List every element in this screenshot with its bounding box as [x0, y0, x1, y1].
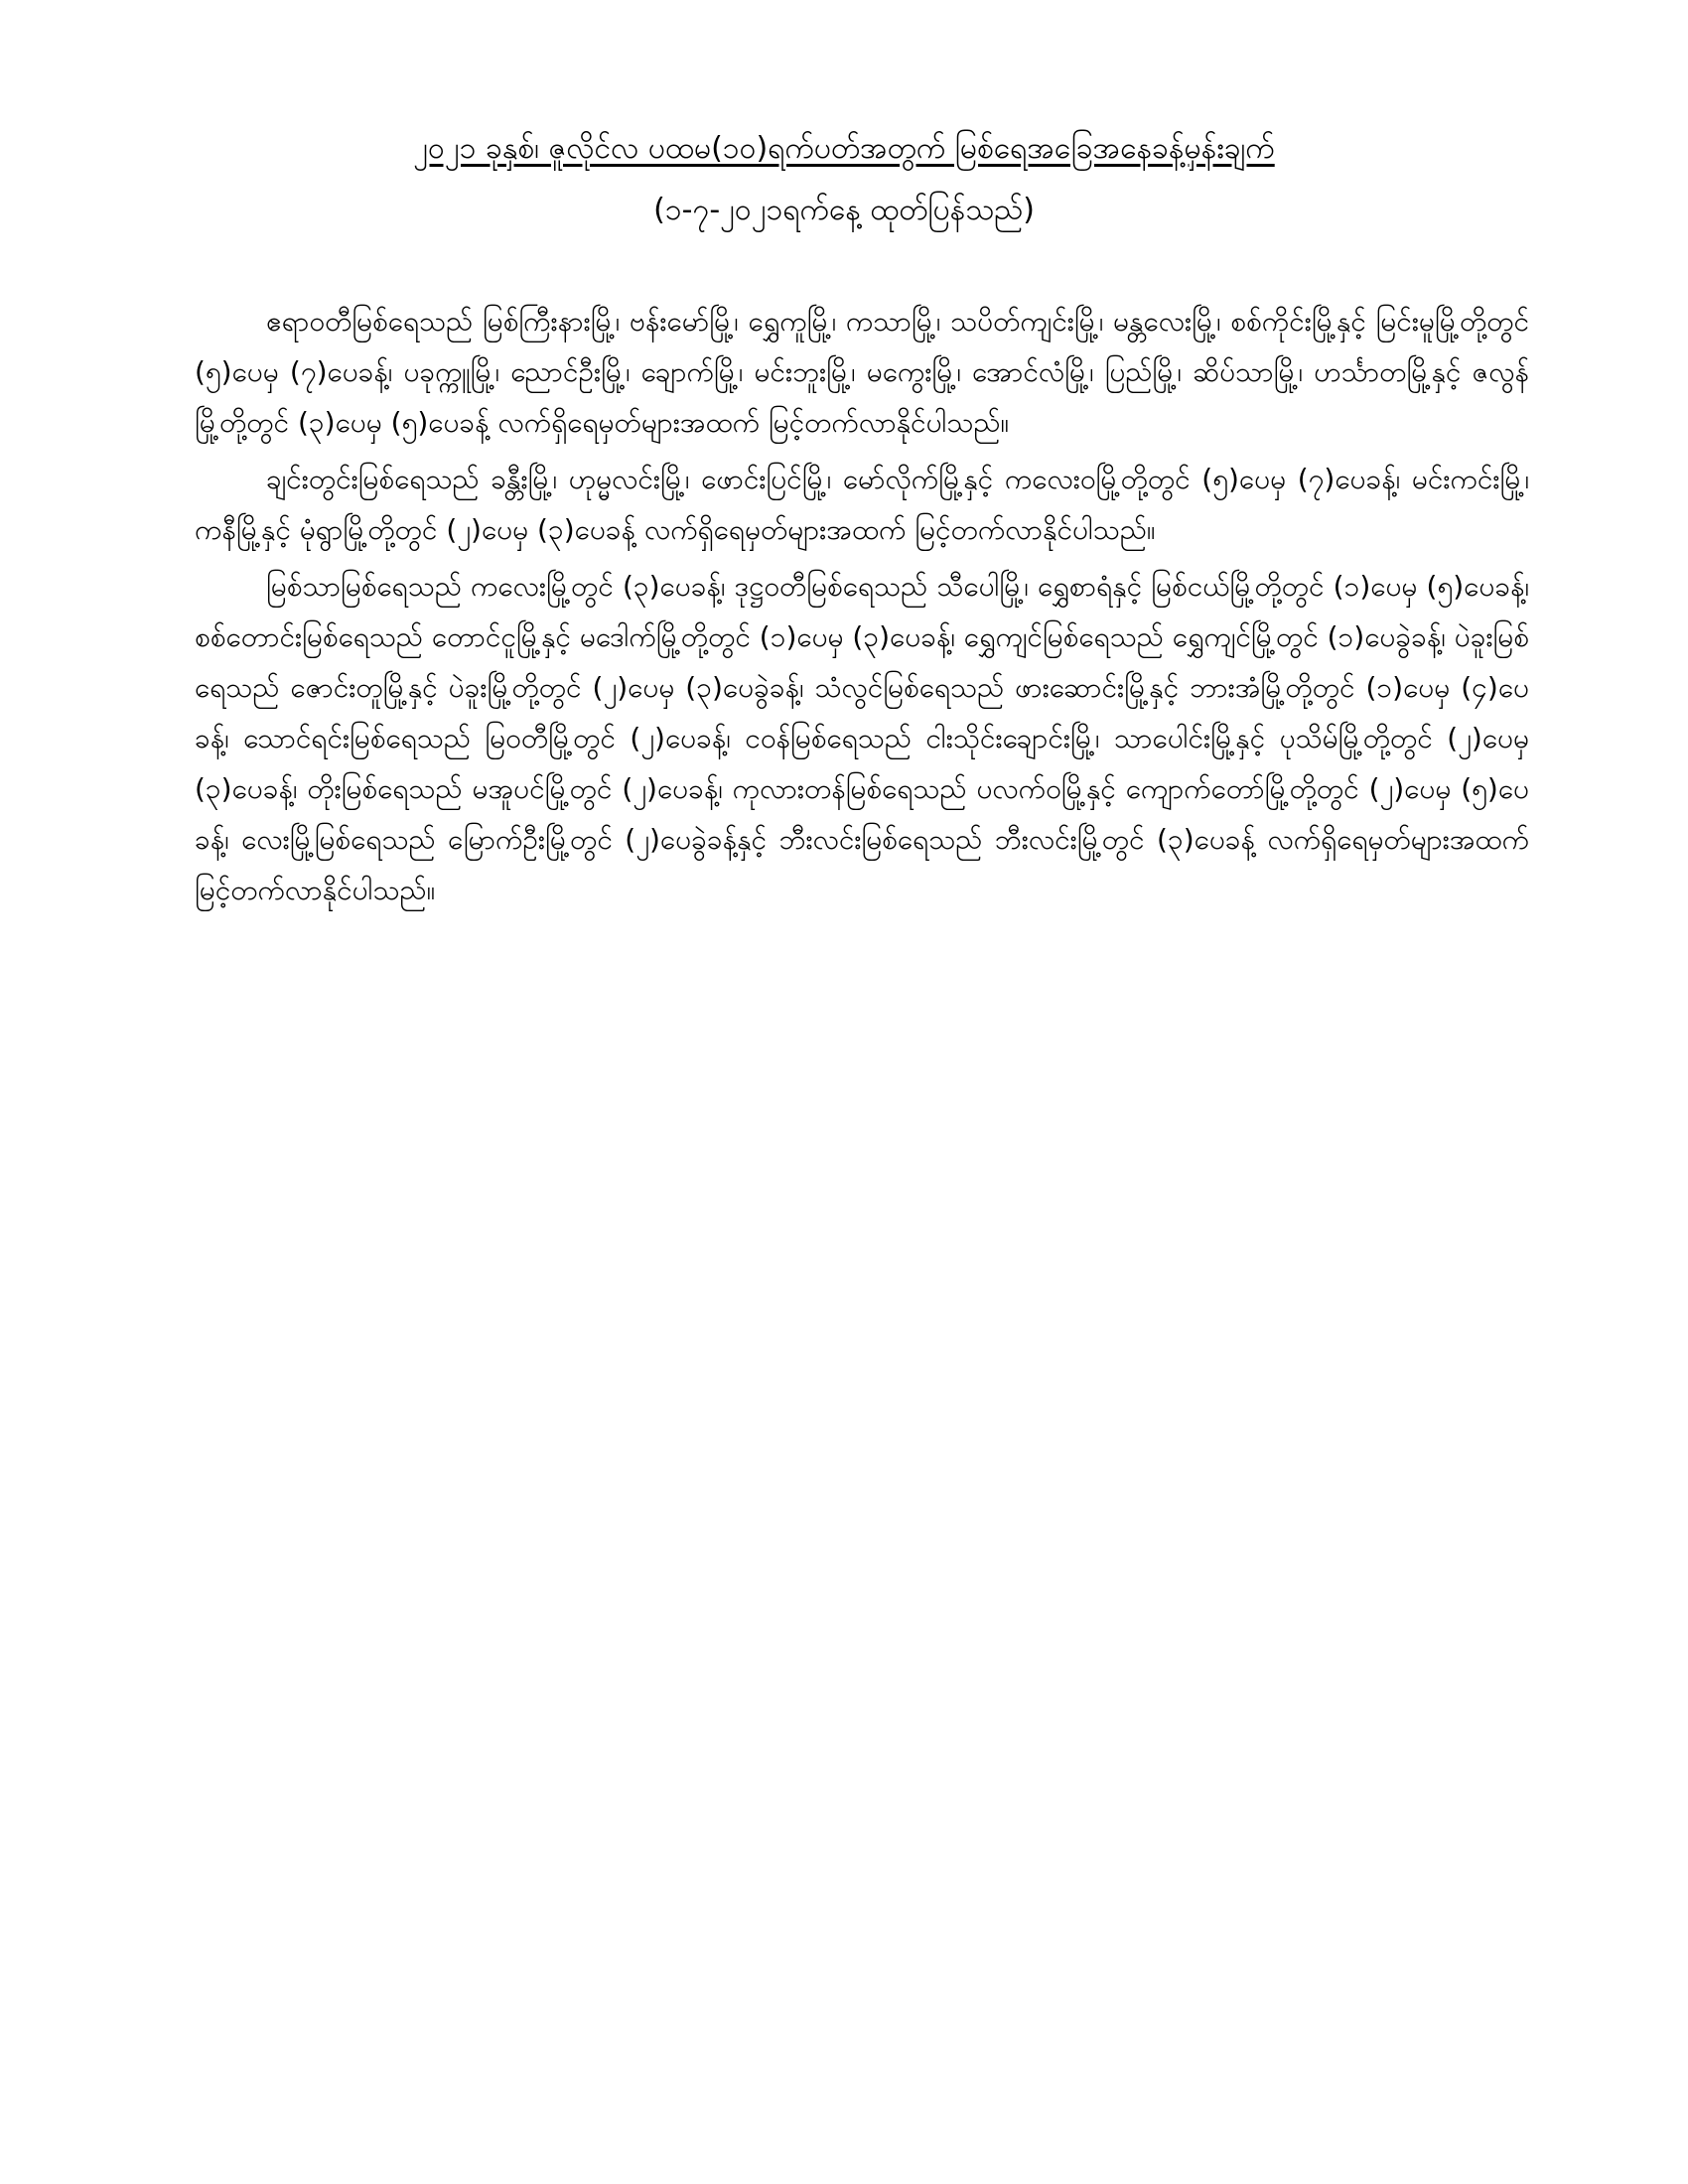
paragraph-other-rivers: မြစ်သာမြစ်ရေသည် ကလေးမြို့တွင် (၃)ပေခန့်၊ ဒုဋ္ဌဝတီမြစ်ရေသည် သီပေါမြို့၊ ရွှေစာရံနှင့် မြစ်ငယ်မြို့တို့တွင် (၁)ပေမှ (၅)ပေခန့်၊ စစ်တောင်းမြစ်ရေသည် တောင်ငူမြို့နှင့် မဒေါက်မြို့တို့တွင် (၁)ပေမှ (၃)ပေခန့်၊ ရွှေကျင်မြစ်ရေသည် ရွှေကျင်မြို့တွင် (၁)ပေခွဲခန့်၊ ပဲခူးမြစ်ရေသည် ဇောင်းတူမြို့နှင့် ပဲခူးမြို့တို့တွင် (၂)ပေမှ (၃)ပေခွဲခန့်၊ သံလွင်မြစ်ရေသည် ဖားဆောင်းမြို့နှင့် ဘားအံမြို့တို့တွင် (၁)ပေမှ (၄)ပေခန့်၊ သောင်ရင်းမြစ်ရေသည် မြဝတီမြို့တွင် (၂)ပေခန့်၊ ငဝန်မြစ်ရေသည် ငါးသိုင်းချောင်းမြို့၊ သာပေါင်းမြို့နှင့် ပုသိမ်မြို့တို့တွင် (၂)ပေမှ (၃)ပေခန့်၊ တိုးမြစ်ရေသည် မအူပင်မြို့တွင် (၂)ပေခန့်၊ ကုလားတန်မြစ်ရေသည် ပလက်ဝမြို့နှင့် ကျောက်တော်မြို့တို့တွင် (၂)ပေမှ (၅)ပေခန့်၊ လေးမြို့မြစ်ရေသည် မြောက်ဦးမြို့တွင် (၂)ပေခွဲခန့်နှင့် ဘီးလင်းမြစ်ရေသည် ဘီးလင်းမြို့တွင် (၃)ပေခန့် လက်ရှိရေမှတ်များအထက် မြင့်တက်လာနိုင်ပါသည်။: [195, 570, 1529, 906]
paragraph-chindwin: ချင်းတွင်းမြစ်ရေသည် ခန္တီးမြို့၊ ဟုမ္မလင်းမြို့၊ ဖောင်းပြင်မြို့၊ မော်လိုက်မြို့နှင့် ကလေးဝမြို့တို့တွင် (၅)ပေမှ (၇)ပေခန့်၊ မင်းကင်းမြို့၊ ကနီမြို့နှင့် မုံရွာမြို့တို့တွင် (၂)ပေမှ (၃)ပေခန့် လက်ရှိရေမှတ်များအထက် မြင့်တက်လာနိုင်ပါသည်။: [195, 463, 1529, 546]
document-body: [195, 296, 1529, 921]
document-subtitle: (၁-၇-၂၀၂၁ရက်နေ့ ထုတ်ပြန်သည်): [653, 193, 1035, 227]
paragraph-ayeyarwady: ဧရာဝတီမြစ်ရေသည် မြစ်ကြီးနားမြို့၊ ဗန်းမော်မြို့၊ ရွှေကူမြို့၊ ကသာမြို့၊ သပိတ်ကျင်းမြို့၊ မန္တလေးမြို့၊ စစ်ကိုင်းမြို့နှင့် မြင်းမူမြို့တို့တွင် (၅)ပေမှ (၇)ပေခန့်၊ ပခုက္ကူမြို့၊ ညောင်ဦးမြို့၊ ချောက်မြို့၊ မင်းဘူးမြို့၊ မကွေးမြို့၊ အောင်လံမြို့၊ ပြည်မြို့၊ ဆိပ်သာမြို့၊ ဟင်္သာတမြို့နှင့် ဇလွန်မြို့တို့တွင် (၃)ပေမှ (၅)ပေခန့် လက်ရှိရေမှတ်များအထက် မြင့်တက်လာနိုင်ပါသည်။: [195, 305, 1529, 439]
document-title: ၂၀၂၁ ခုနှစ်၊ ဇူလိုင်လ ပထမ(၁၀)ရက်ပတ်အတွက် မြစ်ရေအခြေအနေခန့်မှန်းချက်: [413, 131, 1275, 166]
